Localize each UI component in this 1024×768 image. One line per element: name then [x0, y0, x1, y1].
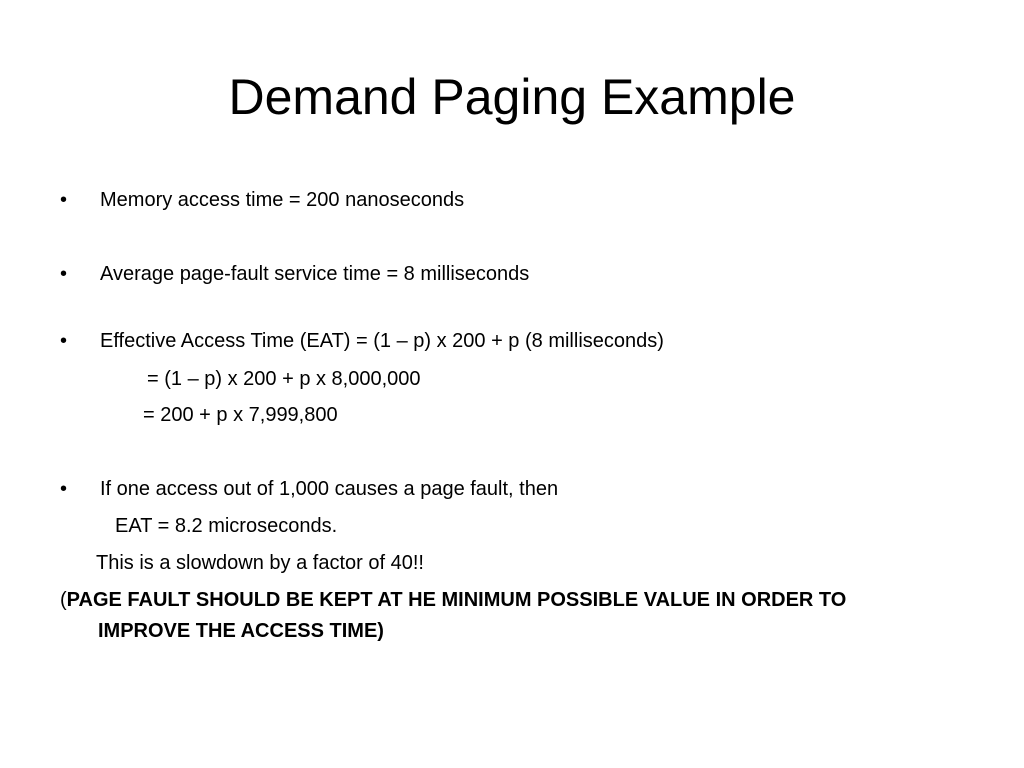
page-fault-note	[62, 585, 922, 647]
note-bold-line-1: PAGE FAULT SHOULD BE KEPT AT HE MINIMUM POSSIBLE VALUE IN ORDER TO	[66, 589, 847, 611]
bullet-one-access-fault: If one access out of 1,000 causes a page fault, then	[100, 478, 559, 500]
eat-formula-line-2: = 200 + p x 7,999,800	[143, 404, 338, 426]
bullet-memory-access-time: Memory access time = 200 nanoseconds	[100, 189, 465, 211]
bullet-page-fault-service-time: Average page-fault service time = 8 milliseconds	[100, 263, 530, 285]
eat-formula-line-1: = (1 – p) x 200 + p x 8,000,000	[147, 368, 421, 390]
bullet-marker: •	[60, 263, 68, 285]
note-bold-line-2: IMPROVE THE ACCESS TIME)	[98, 620, 384, 642]
slide-title: Demand Paging Example	[228, 69, 796, 125]
bullet-marker: •	[60, 478, 68, 500]
bullet-effective-access-time: Effective Access Time (EAT) = (1 – p) x 200 + p (8 milliseconds)	[100, 330, 664, 352]
note-open-paren: (	[60, 589, 67, 611]
eat-result-line: EAT = 8.2 microseconds.	[115, 515, 338, 537]
slowdown-line: This is a slowdown by a factor of 40!!	[96, 552, 424, 574]
bullet-marker: •	[60, 330, 68, 352]
bullet-marker: •	[60, 189, 68, 211]
